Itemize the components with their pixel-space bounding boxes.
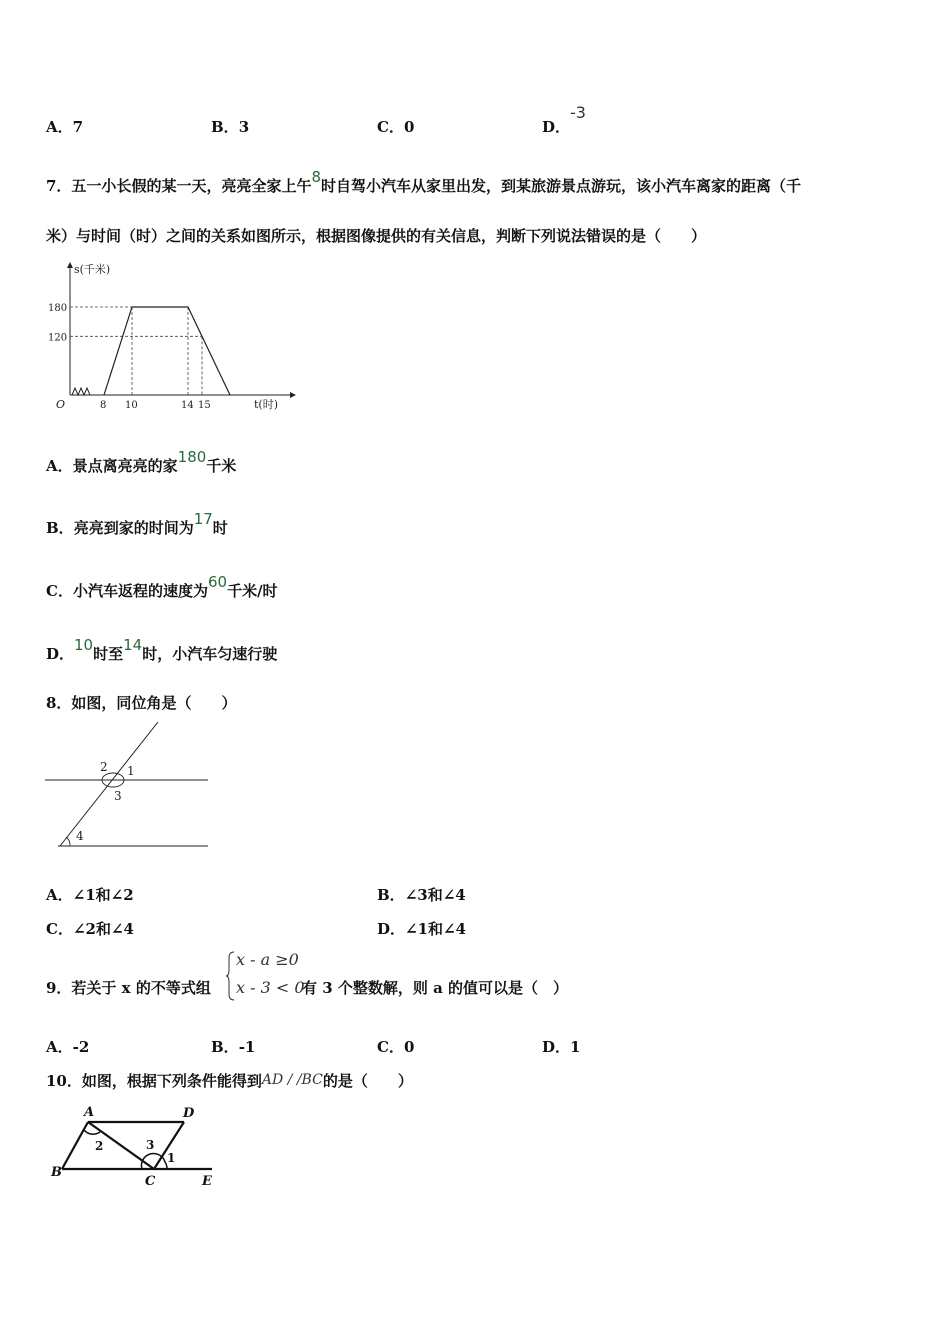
y-tick-120: 120 (48, 332, 68, 344)
distance-series-line (104, 307, 230, 395)
q9-inequality-system (226, 950, 306, 1006)
q7-option-d: D．10时至14时，小汽车匀速行驶 (46, 636, 278, 663)
q8-stem: 8．如图，同位角是（ ） (46, 694, 237, 712)
point-label-D: D (183, 1106, 195, 1121)
q6-option-b: B．3 (211, 118, 250, 136)
q7-option-c: C．小汽车返程的速度为60千米/时 (46, 573, 278, 600)
x-axis-arrow (290, 392, 296, 398)
segment-AB (62, 1122, 88, 1169)
x-axis-label: t(时) (254, 398, 279, 411)
q7-option-b: B．亮亮到家的时间为17时 (46, 510, 228, 537)
origin-label: O (56, 398, 66, 411)
x-tick-8: 8 (100, 400, 107, 411)
q7-stem-line1: 7．五一小长假的某一天，亮亮全家上午8时自驾小汽车从家里出发，到某旅游景点游玩，该小汽车离家的距离（千 (46, 168, 802, 195)
inequality-2: x - 3 < 0 (236, 978, 305, 997)
point-label-A: A (84, 1105, 95, 1120)
angle-arc-3 (141, 1153, 165, 1169)
angle-label-3: 3 (114, 789, 122, 803)
q8-parallel-lines-figure (40, 716, 215, 854)
angle-label-1: 1 (167, 1151, 176, 1165)
y-axis-label: s(千米) (74, 263, 111, 276)
q9-option-d: D．1 (542, 1038, 581, 1056)
q8-option-b: B．∠3和∠4 (377, 886, 466, 904)
x-tick-15: 15 (198, 400, 211, 411)
q9-option-b: B．-1 (211, 1038, 256, 1056)
point-label-C: C (145, 1174, 156, 1189)
y-axis-arrow (67, 262, 73, 268)
q7-option-a: A．景点离亮亮的家180千米 (46, 448, 237, 475)
q8-option-c: C．∠2和∠4 (46, 920, 134, 938)
q6-option-d: D．-3 (542, 103, 586, 136)
angle-label-2: 2 (100, 760, 108, 774)
q9-option-c: C．0 (377, 1038, 415, 1056)
q9-option-a: A．-2 (46, 1038, 90, 1056)
point-label-E: E (202, 1174, 212, 1189)
x-tick-10: 10 (125, 400, 138, 411)
y-tick-180: 180 (48, 303, 68, 314)
brace-icon (226, 950, 236, 1002)
inequality-1: x - a ≥0 (236, 950, 299, 969)
x-tick-14: 14 (181, 400, 194, 411)
axis-break (72, 388, 90, 395)
q7-distance-time-graph (40, 258, 300, 418)
q6-option-a: A．7 (46, 118, 84, 136)
angle-label-4: 4 (76, 829, 84, 843)
point-label-B: B (51, 1165, 62, 1180)
q9-stem-post: 有 3 个整数解，则 a 的值可以是（ ） (302, 979, 569, 997)
q8-option-a: A．∠1和∠2 (46, 886, 134, 904)
q9-stem-pre: 9．若关于 x 的不等式组 (46, 979, 211, 997)
q6-option-c: C．0 (377, 118, 415, 136)
angle-arc-2 (84, 1130, 100, 1134)
q8-option-d: D．∠1和∠4 (377, 920, 467, 938)
transversal (60, 722, 158, 846)
angle-label-1: 1 (127, 764, 135, 778)
q10-stem: 10．如图，根据下列条件能得到AD / /BC的是（ ） (46, 1072, 413, 1090)
angle-label-3: 3 (146, 1138, 155, 1152)
angle-label-2: 2 (95, 1139, 104, 1153)
q7-stem-line2: 米）与时间（时）之间的关系如图所示，根据图像提供的有关信息，判断下列说法错误的是（ ） (46, 227, 707, 245)
q10-trapezoid-figure (46, 1100, 221, 1192)
